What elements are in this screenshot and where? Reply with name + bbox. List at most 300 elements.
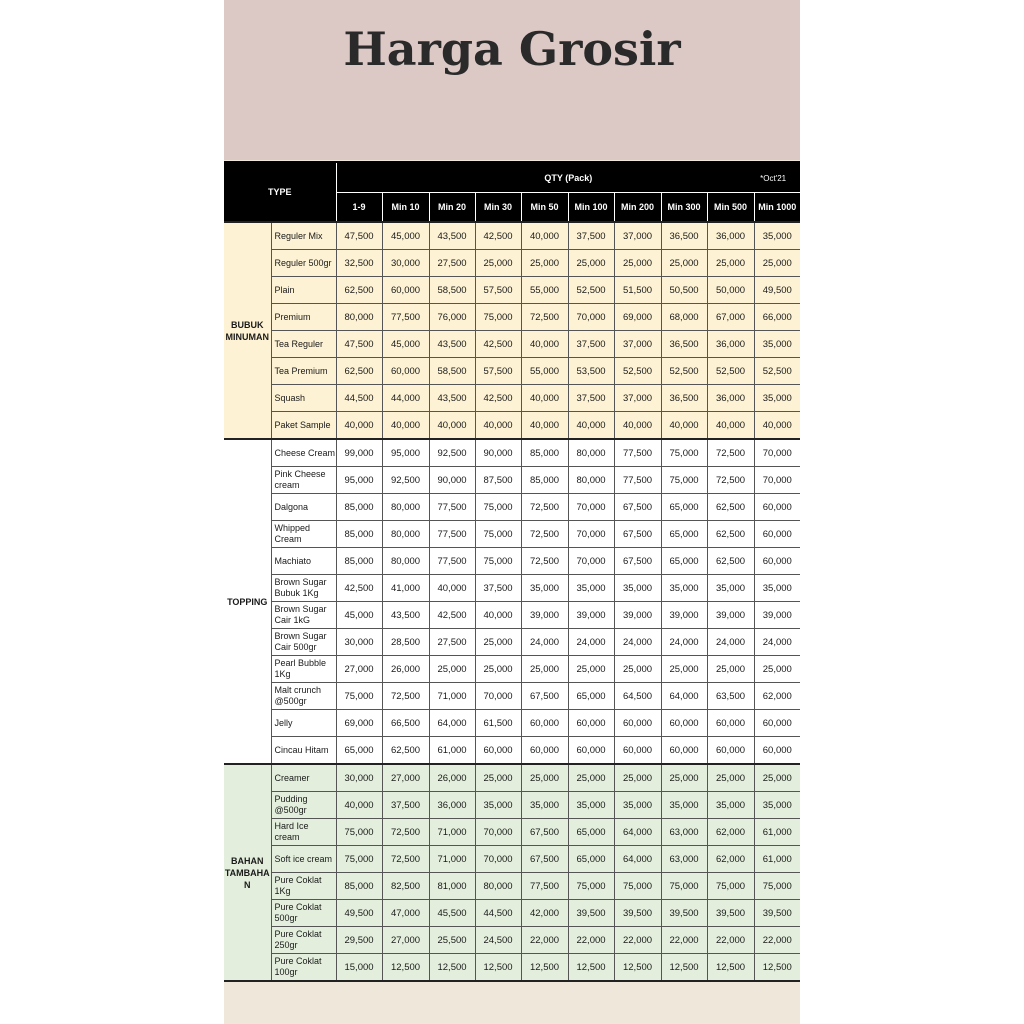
price-cell: 72,500 — [521, 521, 568, 548]
price-cell: 60,000 — [707, 710, 754, 737]
price-cell: 40,000 — [614, 412, 661, 440]
product-name: Premium — [271, 304, 336, 331]
price-cell: 72,500 — [707, 439, 754, 467]
page-title: Harga Grosir — [343, 22, 681, 76]
price-cell: 60,000 — [754, 710, 800, 737]
table-row — [224, 629, 800, 656]
price-cell: 40,000 — [475, 412, 521, 440]
price-cell: 49,500 — [754, 277, 800, 304]
price-cell: 30,000 — [382, 250, 429, 277]
product-name: Cincau Hitam — [271, 737, 336, 765]
price-cell: 40,000 — [661, 412, 707, 440]
qty-header-label: QTY (Pack) — [544, 172, 593, 183]
price-cell: 45,000 — [382, 222, 429, 250]
price-cell: 65,000 — [661, 494, 707, 521]
table-row — [224, 764, 800, 792]
price-cell: 80,000 — [382, 521, 429, 548]
product-name: Machiato — [271, 548, 336, 575]
table-row — [224, 304, 800, 331]
table-row — [224, 737, 800, 765]
price-cell: 25,000 — [661, 656, 707, 683]
price-cell: 35,000 — [475, 792, 521, 819]
price-cell: 40,000 — [521, 222, 568, 250]
price-cell: 40,000 — [429, 412, 475, 440]
column-header: Min 20 — [429, 193, 475, 223]
price-cell: 67,500 — [614, 494, 661, 521]
price-cell: 43,500 — [429, 222, 475, 250]
price-cell: 60,000 — [707, 737, 754, 765]
price-cell: 40,000 — [336, 412, 382, 440]
price-cell: 75,000 — [661, 467, 707, 494]
price-cell: 40,000 — [707, 412, 754, 440]
price-cell: 36,500 — [661, 385, 707, 412]
product-name: Brown Sugar Bubuk 1Kg — [271, 575, 336, 602]
price-cell: 35,000 — [568, 792, 614, 819]
price-cell: 75,000 — [568, 873, 614, 900]
price-cell: 43,500 — [429, 385, 475, 412]
price-cell: 25,000 — [568, 656, 614, 683]
price-cell: 35,000 — [754, 792, 800, 819]
table-row — [224, 575, 800, 602]
column-header: Min 50 — [521, 193, 568, 223]
product-name: Pure Coklat 1Kg — [271, 873, 336, 900]
price-cell: 35,000 — [754, 575, 800, 602]
product-name: Plain — [271, 277, 336, 304]
price-cell: 75,000 — [475, 548, 521, 575]
price-cell: 62,000 — [754, 683, 800, 710]
price-cell: 85,000 — [521, 439, 568, 467]
price-cell: 60,000 — [382, 277, 429, 304]
price-cell: 70,000 — [568, 521, 614, 548]
price-sheet — [224, 0, 800, 1024]
price-cell: 22,000 — [614, 927, 661, 954]
price-cell: 82,500 — [382, 873, 429, 900]
price-cell: 81,000 — [429, 873, 475, 900]
price-cell: 45,000 — [336, 602, 382, 629]
price-cell: 44,500 — [475, 900, 521, 927]
price-cell: 39,500 — [568, 900, 614, 927]
table-row — [224, 385, 800, 412]
price-cell: 64,000 — [614, 819, 661, 846]
price-cell: 69,000 — [336, 710, 382, 737]
price-cell: 75,000 — [475, 494, 521, 521]
price-cell: 35,000 — [661, 575, 707, 602]
price-cell: 24,000 — [754, 629, 800, 656]
price-cell: 72,500 — [521, 548, 568, 575]
price-cell: 61,000 — [754, 846, 800, 873]
price-cell: 62,500 — [336, 277, 382, 304]
price-cell: 95,000 — [382, 439, 429, 467]
product-name: Paket Sample — [271, 412, 336, 440]
price-cell: 64,000 — [614, 846, 661, 873]
price-cell: 24,000 — [614, 629, 661, 656]
price-cell: 36,500 — [661, 331, 707, 358]
price-cell: 61,000 — [429, 737, 475, 765]
price-cell: 35,000 — [754, 222, 800, 250]
price-cell: 51,500 — [614, 277, 661, 304]
table-row — [224, 900, 800, 927]
price-cell: 22,000 — [754, 927, 800, 954]
price-cell: 63,000 — [661, 819, 707, 846]
table-row — [224, 683, 800, 710]
price-cell: 35,000 — [754, 385, 800, 412]
price-cell: 26,000 — [429, 764, 475, 792]
price-cell: 27,000 — [382, 927, 429, 954]
price-cell: 37,500 — [568, 222, 614, 250]
column-header: Min 1000 — [754, 193, 800, 223]
product-name: Squash — [271, 385, 336, 412]
product-name: Tea Reguler — [271, 331, 336, 358]
product-name: Brown Sugar Cair 1kG — [271, 602, 336, 629]
price-cell: 80,000 — [568, 439, 614, 467]
price-cell: 67,500 — [521, 846, 568, 873]
price-cell: 90,000 — [475, 439, 521, 467]
qty-header — [336, 162, 800, 193]
price-cell: 62,000 — [707, 819, 754, 846]
price-cell: 63,000 — [661, 846, 707, 873]
price-cell: 80,000 — [382, 494, 429, 521]
price-cell: 45,000 — [382, 331, 429, 358]
price-cell: 52,500 — [754, 358, 800, 385]
product-name: Pink Cheese cream — [271, 467, 336, 494]
price-cell: 64,000 — [429, 710, 475, 737]
column-header: Min 300 — [661, 193, 707, 223]
price-cell: 70,000 — [475, 819, 521, 846]
section-label: BAHAN TAMBAHA N — [224, 764, 271, 981]
price-cell: 62,500 — [336, 358, 382, 385]
price-cell: 24,000 — [568, 629, 614, 656]
price-cell: 35,000 — [521, 575, 568, 602]
price-cell: 40,000 — [429, 575, 475, 602]
product-name: Pearl Bubble 1Kg — [271, 656, 336, 683]
price-cell: 62,500 — [707, 494, 754, 521]
price-cell: 40,000 — [754, 412, 800, 440]
price-cell: 12,500 — [429, 954, 475, 982]
price-cell: 39,500 — [661, 900, 707, 927]
price-cell: 37,000 — [614, 385, 661, 412]
price-cell: 25,000 — [614, 656, 661, 683]
column-header: Min 200 — [614, 193, 661, 223]
price-cell: 25,500 — [429, 927, 475, 954]
price-cell: 39,500 — [614, 900, 661, 927]
price-cell: 87,500 — [475, 467, 521, 494]
price-cell: 52,500 — [661, 358, 707, 385]
price-cell: 72,500 — [382, 846, 429, 873]
price-cell: 40,000 — [336, 792, 382, 819]
price-cell: 75,000 — [336, 846, 382, 873]
product-name: Cheese Cream — [271, 439, 336, 467]
price-cell: 35,000 — [754, 331, 800, 358]
price-cell: 12,500 — [475, 954, 521, 982]
header-band — [224, 0, 800, 160]
price-cell: 30,000 — [336, 764, 382, 792]
price-cell: 30,000 — [336, 629, 382, 656]
table-row — [224, 656, 800, 683]
table-row — [224, 250, 800, 277]
price-cell: 39,500 — [754, 900, 800, 927]
price-cell: 57,500 — [475, 358, 521, 385]
table-row — [224, 358, 800, 385]
product-name: Reguler 500gr — [271, 250, 336, 277]
product-name: Pure Coklat 500gr — [271, 900, 336, 927]
table-row — [224, 439, 800, 467]
price-cell: 85,000 — [336, 873, 382, 900]
price-cell: 42,500 — [475, 331, 521, 358]
price-cell: 70,000 — [475, 846, 521, 873]
section-label: BUBUK MINUMAN — [224, 222, 271, 439]
price-cell: 25,000 — [521, 656, 568, 683]
price-cell: 75,000 — [614, 873, 661, 900]
price-cell: 37,500 — [568, 385, 614, 412]
price-cell: 22,000 — [661, 927, 707, 954]
price-table — [224, 161, 800, 982]
price-cell: 35,000 — [568, 575, 614, 602]
price-cell: 32,500 — [336, 250, 382, 277]
product-name: Hard Ice cream — [271, 819, 336, 846]
price-cell: 75,000 — [754, 873, 800, 900]
price-cell: 25,000 — [707, 656, 754, 683]
price-cell: 65,000 — [568, 846, 614, 873]
price-cell: 25,000 — [521, 250, 568, 277]
price-cell: 77,500 — [429, 548, 475, 575]
price-cell: 72,500 — [382, 819, 429, 846]
table-row — [224, 792, 800, 819]
price-cell: 25,000 — [707, 250, 754, 277]
table-row — [224, 927, 800, 954]
table-row — [224, 331, 800, 358]
price-cell: 70,000 — [475, 683, 521, 710]
price-cell: 80,000 — [382, 548, 429, 575]
price-cell: 50,000 — [707, 277, 754, 304]
price-cell: 64,000 — [661, 683, 707, 710]
price-cell: 67,500 — [521, 683, 568, 710]
price-cell: 68,000 — [661, 304, 707, 331]
price-cell: 36,500 — [661, 222, 707, 250]
price-cell: 27,500 — [429, 250, 475, 277]
price-cell: 50,500 — [661, 277, 707, 304]
price-cell: 75,000 — [475, 304, 521, 331]
price-cell: 35,000 — [661, 792, 707, 819]
price-cell: 70,000 — [754, 467, 800, 494]
price-cell: 42,500 — [336, 575, 382, 602]
price-cell: 72,500 — [707, 467, 754, 494]
price-cell: 40,000 — [521, 331, 568, 358]
price-cell: 24,500 — [475, 927, 521, 954]
price-cell: 35,000 — [521, 792, 568, 819]
price-cell: 25,000 — [661, 250, 707, 277]
price-cell: 35,000 — [707, 792, 754, 819]
price-cell: 92,500 — [382, 467, 429, 494]
price-cell: 42,500 — [475, 222, 521, 250]
price-cell: 85,000 — [336, 548, 382, 575]
price-cell: 75,000 — [661, 873, 707, 900]
column-header: Min 30 — [475, 193, 521, 223]
price-cell: 47,500 — [336, 222, 382, 250]
column-header: 1-9 — [336, 193, 382, 223]
price-cell: 60,000 — [614, 737, 661, 765]
price-cell: 44,000 — [382, 385, 429, 412]
price-cell: 70,000 — [568, 548, 614, 575]
table-row — [224, 710, 800, 737]
table-row — [224, 494, 800, 521]
price-cell: 39,000 — [568, 602, 614, 629]
price-cell: 47,000 — [382, 900, 429, 927]
price-cell: 62,500 — [382, 737, 429, 765]
price-cell: 55,000 — [521, 277, 568, 304]
price-cell: 39,000 — [614, 602, 661, 629]
price-cell: 27,000 — [382, 764, 429, 792]
price-cell: 49,500 — [336, 900, 382, 927]
price-cell: 63,500 — [707, 683, 754, 710]
price-cell: 77,500 — [429, 521, 475, 548]
price-cell: 27,000 — [336, 656, 382, 683]
price-cell: 70,000 — [754, 439, 800, 467]
price-cell: 90,000 — [429, 467, 475, 494]
price-cell: 25,000 — [568, 250, 614, 277]
price-cell: 26,000 — [382, 656, 429, 683]
price-cell: 76,000 — [429, 304, 475, 331]
price-cell: 77,500 — [382, 304, 429, 331]
price-cell: 60,000 — [521, 710, 568, 737]
table-row — [224, 954, 800, 982]
date-note: *Oct'21 — [760, 174, 787, 183]
column-header: Min 100 — [568, 193, 614, 223]
price-cell: 25,000 — [707, 764, 754, 792]
price-cell: 61,000 — [754, 819, 800, 846]
price-cell: 65,000 — [568, 819, 614, 846]
price-cell: 39,000 — [754, 602, 800, 629]
table-row — [224, 521, 800, 548]
price-cell: 25,000 — [475, 250, 521, 277]
price-cell: 53,500 — [568, 358, 614, 385]
price-cell: 40,000 — [521, 385, 568, 412]
price-cell: 25,000 — [614, 250, 661, 277]
price-cell: 65,000 — [661, 521, 707, 548]
price-cell: 64,500 — [614, 683, 661, 710]
product-name: Soft ice cream — [271, 846, 336, 873]
price-cell: 80,000 — [568, 467, 614, 494]
price-cell: 55,000 — [521, 358, 568, 385]
table-body — [224, 222, 800, 981]
table-row — [224, 873, 800, 900]
price-cell: 12,500 — [754, 954, 800, 982]
price-cell: 75,000 — [336, 683, 382, 710]
price-cell: 22,000 — [707, 927, 754, 954]
price-cell: 22,000 — [521, 927, 568, 954]
product-name: Pure Coklat 250gr — [271, 927, 336, 954]
table-row — [224, 412, 800, 440]
price-cell: 60,000 — [661, 737, 707, 765]
price-cell: 75,000 — [336, 819, 382, 846]
type-header: TYPE — [224, 162, 336, 222]
product-name: Pure Coklat 100gr — [271, 954, 336, 982]
price-cell: 80,000 — [475, 873, 521, 900]
price-cell: 37,000 — [614, 331, 661, 358]
price-cell: 35,000 — [707, 575, 754, 602]
price-cell: 44,500 — [336, 385, 382, 412]
price-cell: 47,500 — [336, 331, 382, 358]
price-cell: 45,500 — [429, 900, 475, 927]
price-cell: 60,000 — [568, 737, 614, 765]
price-cell: 95,000 — [336, 467, 382, 494]
price-cell: 37,500 — [475, 575, 521, 602]
price-cell: 67,500 — [614, 548, 661, 575]
product-name: Brown Sugar Cair 500gr — [271, 629, 336, 656]
price-cell: 58,500 — [429, 277, 475, 304]
price-cell: 36,000 — [707, 331, 754, 358]
price-cell: 28,500 — [382, 629, 429, 656]
price-cell: 65,000 — [336, 737, 382, 765]
product-name: Malt crunch @500gr — [271, 683, 336, 710]
price-cell: 25,000 — [754, 764, 800, 792]
price-cell: 70,000 — [568, 494, 614, 521]
price-cell: 39,000 — [707, 602, 754, 629]
price-cell: 60,000 — [754, 548, 800, 575]
price-cell: 60,000 — [568, 710, 614, 737]
price-cell: 52,500 — [707, 358, 754, 385]
price-cell: 57,500 — [475, 277, 521, 304]
price-cell: 37,500 — [382, 792, 429, 819]
price-cell: 67,500 — [521, 819, 568, 846]
price-cell: 12,500 — [614, 954, 661, 982]
price-cell: 40,000 — [521, 412, 568, 440]
price-cell: 60,000 — [614, 710, 661, 737]
price-cell: 35,000 — [614, 575, 661, 602]
table-row — [224, 846, 800, 873]
price-cell: 60,000 — [754, 737, 800, 765]
price-cell: 85,000 — [521, 467, 568, 494]
product-name: Jelly — [271, 710, 336, 737]
price-cell: 25,000 — [614, 764, 661, 792]
price-cell: 12,500 — [568, 954, 614, 982]
price-cell: 85,000 — [336, 521, 382, 548]
price-cell: 72,500 — [521, 494, 568, 521]
price-cell: 70,000 — [568, 304, 614, 331]
price-cell: 42,000 — [521, 900, 568, 927]
price-cell: 77,500 — [429, 494, 475, 521]
price-cell: 12,500 — [661, 954, 707, 982]
price-cell: 60,000 — [521, 737, 568, 765]
table-row — [224, 602, 800, 629]
price-cell: 40,000 — [382, 412, 429, 440]
price-cell: 24,000 — [707, 629, 754, 656]
product-name: Reguler Mix — [271, 222, 336, 250]
table-row — [224, 819, 800, 846]
table-row — [224, 222, 800, 250]
header-row-qty — [224, 162, 800, 193]
price-cell: 99,000 — [336, 439, 382, 467]
price-cell: 40,000 — [475, 602, 521, 629]
price-cell: 60,000 — [754, 494, 800, 521]
price-table-wrap — [224, 161, 800, 982]
column-header: Min 10 — [382, 193, 429, 223]
price-cell: 37,000 — [614, 222, 661, 250]
price-cell: 29,500 — [336, 927, 382, 954]
price-cell: 52,500 — [614, 358, 661, 385]
price-cell: 71,000 — [429, 819, 475, 846]
price-cell: 39,000 — [661, 602, 707, 629]
price-cell: 25,000 — [661, 764, 707, 792]
price-cell: 25,000 — [754, 656, 800, 683]
price-cell: 72,500 — [521, 304, 568, 331]
price-cell: 62,000 — [707, 846, 754, 873]
price-cell: 60,000 — [754, 521, 800, 548]
price-cell: 25,000 — [475, 629, 521, 656]
table-row — [224, 277, 800, 304]
price-cell: 92,500 — [429, 439, 475, 467]
price-cell: 77,500 — [614, 467, 661, 494]
price-cell: 43,500 — [429, 331, 475, 358]
